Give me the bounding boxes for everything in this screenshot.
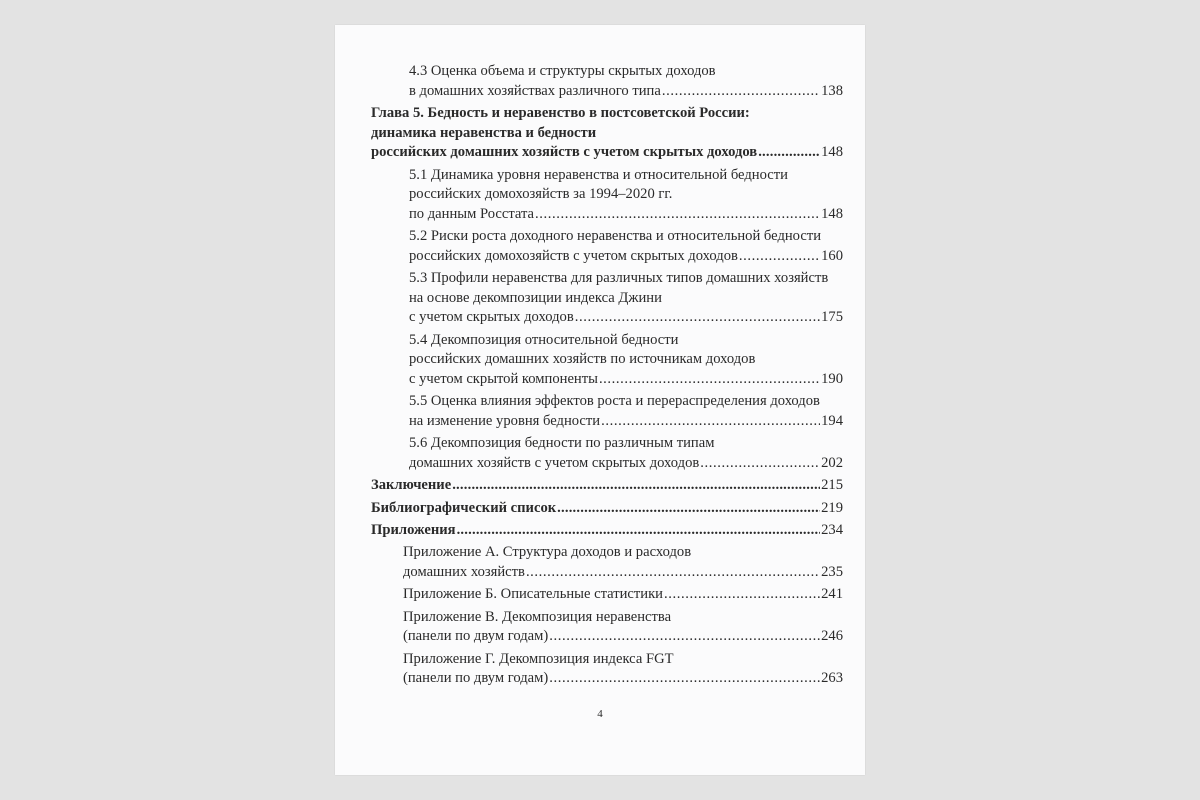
toc-entry-text-line: домашних хозяйств с учетом скрытых доходов (409, 454, 700, 471)
toc-entry-text-line: Глава 5. Бедность и неравенство в постсоветской России: (371, 104, 750, 121)
toc-entry-final-line (409, 412, 843, 432)
toc-entry (371, 434, 843, 473)
toc-entry-text-line: домашних хозяйств (403, 564, 525, 581)
toc-page-number: 235 (821, 564, 843, 581)
toc-entry-final-line (403, 585, 843, 605)
toc-entry (371, 269, 843, 328)
toc-page-number: 215 (821, 477, 843, 494)
toc-entry-final-line (371, 143, 843, 163)
dot-leader (557, 499, 820, 519)
toc-entry-text-line: 5.3 Профили неравенства для различных типов домашних хозяйств (409, 270, 829, 287)
toc-entry-text-line: 5.2 Риски роста доходного неравенства и относительной бедности (409, 228, 822, 245)
dot-leader (535, 205, 820, 225)
dot-leader (739, 247, 820, 267)
dot-leader (575, 308, 820, 328)
toc-entry-text-line: Приложение Г. Декомпозиция индекса FGT (403, 650, 674, 667)
dot-leader (549, 627, 820, 647)
toc-entry-final-line (371, 521, 843, 541)
toc-chapter-entry (371, 476, 843, 496)
toc-entry-text-line: Приложение В. Декомпозиция неравенства (403, 608, 672, 625)
toc-entry-final-line (403, 563, 843, 583)
toc-chapter-entry (371, 499, 843, 519)
toc-entry (371, 227, 843, 266)
toc-entry-text-line: 5.4 Декомпозиция относительной бедности (409, 331, 679, 348)
toc-page-number: 194 (821, 412, 843, 429)
toc-entry-text-line: российских домашних хозяйств по источникам доходов (409, 351, 756, 368)
toc-entry-final-line (409, 370, 843, 390)
dot-leader (758, 143, 820, 163)
toc-entry-text-line: Библиографический список (371, 499, 557, 516)
toc-page-number: 246 (821, 628, 843, 645)
dot-leader (599, 370, 820, 390)
toc-entry-text-line: на основе декомпозиции индекса Джини (409, 289, 662, 306)
toc-entry (371, 331, 843, 390)
toc-page-number: 219 (821, 499, 843, 516)
toc-entry-text-line: по данным Росстата (409, 205, 535, 222)
toc-entry-final-line (371, 499, 843, 519)
toc-entry-final-line (409, 454, 843, 474)
dot-leader (700, 454, 820, 474)
toc-page-number: 160 (821, 247, 843, 264)
toc-entry-text-line: Приложение А. Структура доходов и расходов (403, 544, 692, 561)
dot-leader (601, 412, 820, 432)
toc-entry-text-line: Приложение Б. Описательные статистики (403, 586, 663, 603)
toc-entry-final-line (409, 205, 843, 225)
toc-entry-text-line: (панели по двум годам) (403, 670, 549, 687)
toc-entry-text-line: с учетом скрытых доходов (409, 309, 574, 326)
toc-page-number: 263 (821, 670, 843, 687)
toc-entry-text-line: 5.6 Декомпозиция бедности по различным типам (409, 435, 715, 452)
dot-leader (549, 669, 820, 689)
toc-page-number: 241 (821, 586, 843, 603)
toc-entry-text-line: (панели по двум годам) (403, 628, 549, 645)
dot-leader (662, 82, 820, 102)
toc-entry-text-line: 4.3 Оценка объема и структуры скрытых доходов (409, 63, 716, 79)
toc-entry-final-line (409, 82, 843, 102)
toc-page-number: 202 (821, 454, 843, 471)
toc-entry-final-line (371, 476, 843, 496)
toc-entry-text-line: 5.5 Оценка влияния эффектов роста и перераспределения доходов (409, 393, 820, 410)
toc-entry (371, 585, 843, 605)
toc-chapter-entry (371, 521, 843, 541)
toc-entry-text-line: на изменение уровня бедности (409, 412, 601, 429)
toc-entry-final-line (403, 669, 843, 689)
toc-entry-final-line (409, 247, 843, 267)
toc-entry-text-line: российских домохозяйств за 1994–2020 гг. (409, 186, 673, 203)
toc-entry-text-line: российских домохозяйств с учетом скрытых доходов (409, 247, 738, 264)
toc-entry-final-line (403, 627, 843, 647)
toc-entry (371, 543, 843, 582)
toc-page-number: 175 (821, 309, 843, 326)
toc-page-number: 148 (821, 205, 843, 222)
toc-entry (371, 62, 843, 101)
toc-chapter-entry (371, 104, 843, 163)
toc-entry-text-line: Заключение (371, 477, 452, 494)
toc-entry (371, 166, 843, 225)
toc-entry-text-line: 5.1 Динамика уровня неравенства и относительной бедности (409, 166, 788, 183)
dot-leader (457, 521, 821, 541)
dot-leader (452, 476, 820, 496)
toc-page-number: 138 (821, 82, 843, 99)
dot-leader (526, 563, 820, 583)
table-of-contents (371, 62, 843, 692)
toc-entry (371, 650, 843, 689)
dot-leader (664, 585, 820, 605)
page-number: 4 (597, 708, 603, 720)
document-page (335, 25, 865, 775)
toc-entry-text-line: с учетом скрытой компоненты (409, 370, 598, 387)
toc-entry-final-line (409, 308, 843, 328)
toc-entry-text-line: динамика неравенства и бедности (371, 124, 597, 141)
toc-entry-text-line: российских домашних хозяйств с учетом скрытых доходов (371, 144, 758, 161)
toc-entry-text-line: Приложения (371, 522, 456, 539)
toc-page-number: 190 (821, 370, 843, 387)
toc-page-number: 234 (821, 522, 843, 539)
toc-entry-text-line: в домашних хозяйствах различного типа (409, 82, 661, 99)
toc-entry (371, 608, 843, 647)
toc-entry (371, 392, 843, 431)
toc-page-number: 148 (821, 144, 843, 161)
